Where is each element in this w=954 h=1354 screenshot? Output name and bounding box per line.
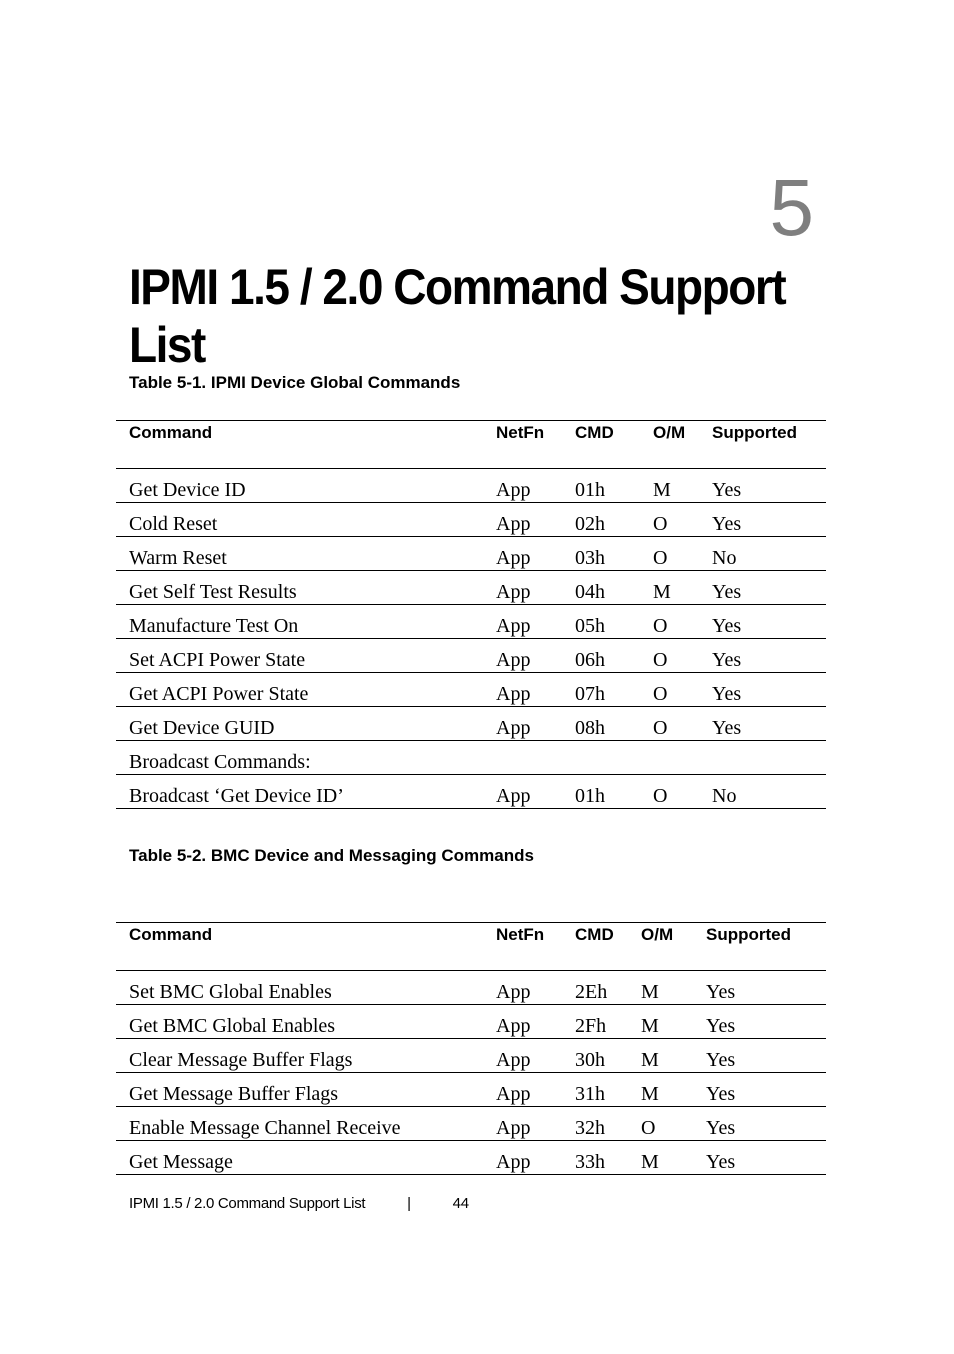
cell-text: 01h bbox=[575, 785, 605, 807]
table-cell bbox=[496, 1141, 575, 1175]
table-cell bbox=[706, 1039, 826, 1073]
column-header bbox=[712, 421, 826, 469]
table-cell bbox=[575, 1141, 641, 1175]
table-cell bbox=[575, 1107, 641, 1141]
column-header bbox=[575, 923, 641, 971]
table2-body bbox=[116, 971, 826, 1175]
column-header bbox=[641, 923, 706, 971]
column-header-label: Command bbox=[129, 925, 213, 944]
table-cell bbox=[575, 673, 653, 707]
cell-text: 03h bbox=[575, 547, 605, 569]
table-cell bbox=[712, 571, 826, 605]
table-cell bbox=[706, 1005, 826, 1039]
cell-text: 32h bbox=[575, 1117, 605, 1139]
table-row bbox=[116, 605, 826, 639]
table-row bbox=[116, 741, 826, 775]
cell-text: App bbox=[496, 479, 531, 501]
cell-text: Yes bbox=[706, 981, 736, 1003]
table-cell bbox=[706, 971, 826, 1005]
table-cell bbox=[575, 605, 653, 639]
cell-text: M bbox=[653, 581, 671, 603]
column-header bbox=[653, 421, 712, 469]
cell-text: No bbox=[712, 785, 737, 807]
cell-text: Yes bbox=[712, 513, 742, 535]
table-cell bbox=[496, 537, 575, 571]
table-row bbox=[116, 1141, 826, 1175]
cell-text: Get Self Test Results bbox=[129, 581, 297, 603]
table-cell bbox=[496, 571, 575, 605]
table-cell bbox=[116, 673, 496, 707]
cell-text: App bbox=[496, 1083, 531, 1105]
chapter-title: IPMI 1.5 / 2.0 Command Support List bbox=[129, 259, 786, 373]
table-cell bbox=[116, 469, 496, 503]
table-cell bbox=[575, 1005, 641, 1039]
cell-text: App bbox=[496, 615, 531, 637]
column-header-label: Supported bbox=[706, 925, 791, 944]
cell-text: Set BMC Global Enables bbox=[129, 981, 332, 1003]
table-cell bbox=[496, 639, 575, 673]
cell-text: Yes bbox=[706, 1117, 736, 1139]
cell-text: Get Message bbox=[129, 1151, 233, 1173]
table-cell bbox=[653, 571, 712, 605]
cell-text: M bbox=[653, 479, 671, 501]
cell-text: O bbox=[653, 717, 668, 739]
table-cell bbox=[116, 605, 496, 639]
table-cell bbox=[116, 503, 496, 537]
cell-text: Yes bbox=[712, 649, 742, 671]
table-cell bbox=[116, 537, 496, 571]
cell-text: 08h bbox=[575, 717, 605, 739]
cell-text: Enable Message Channel Receive bbox=[129, 1117, 401, 1139]
cell-text: O bbox=[653, 649, 668, 671]
column-header-label: O/M bbox=[653, 423, 686, 442]
cell-text: 30h bbox=[575, 1049, 605, 1071]
column-header bbox=[496, 923, 575, 971]
cell-text: M bbox=[641, 1083, 659, 1105]
cell-text: O bbox=[653, 547, 668, 569]
table-row bbox=[116, 971, 826, 1005]
cell-text: App bbox=[496, 1117, 531, 1139]
page-footer bbox=[129, 1195, 469, 1212]
table-cell bbox=[496, 775, 575, 809]
table-cell bbox=[496, 1073, 575, 1107]
cell-text: M bbox=[641, 1049, 659, 1071]
cell-text: M bbox=[641, 1015, 659, 1037]
cell-text: Get Device ID bbox=[129, 479, 246, 501]
cell-text: 2Eh bbox=[575, 981, 608, 1003]
page-number: 44 bbox=[452, 1195, 469, 1212]
table-cell bbox=[496, 707, 575, 741]
table-cell bbox=[706, 1073, 826, 1107]
table-cell bbox=[116, 1073, 496, 1107]
cell-text: Get Device GUID bbox=[129, 717, 275, 739]
table2-header-row bbox=[116, 923, 826, 971]
cell-text: 05h bbox=[575, 615, 605, 637]
table-cell bbox=[575, 741, 653, 775]
cell-text: Yes bbox=[712, 717, 742, 739]
cell-text: O bbox=[641, 1117, 656, 1139]
cell-text: 01h bbox=[575, 479, 605, 501]
chapter-number: 5 bbox=[769, 163, 814, 252]
table-cell bbox=[116, 639, 496, 673]
column-header-label: Command bbox=[129, 423, 213, 442]
table-row bbox=[116, 775, 826, 809]
table-cell bbox=[116, 571, 496, 605]
column-header-label: NetFn bbox=[496, 423, 545, 442]
table1-caption: Table 5-1. IPMI Device Global Commands bbox=[129, 373, 461, 392]
table-row bbox=[116, 639, 826, 673]
table-cell bbox=[116, 1107, 496, 1141]
cell-text: Yes bbox=[706, 1015, 736, 1037]
table-cell bbox=[575, 571, 653, 605]
column-header bbox=[575, 421, 653, 469]
cell-text: Broadcast Commands: bbox=[129, 751, 311, 773]
table-cell bbox=[712, 639, 826, 673]
column-header bbox=[496, 421, 575, 469]
table-row bbox=[116, 571, 826, 605]
table-cell bbox=[712, 673, 826, 707]
table-cell bbox=[116, 1039, 496, 1073]
footer-text: IPMI 1.5 / 2.0 Command Support List bbox=[129, 1195, 366, 1212]
cell-text: App bbox=[496, 981, 531, 1003]
cell-text: Cold Reset bbox=[129, 513, 218, 535]
table-cell bbox=[496, 1005, 575, 1039]
table-cell bbox=[653, 503, 712, 537]
column-header-label: CMD bbox=[575, 925, 614, 944]
footer-separator: | bbox=[407, 1195, 411, 1212]
table-cell bbox=[575, 469, 653, 503]
table-cell bbox=[641, 1107, 706, 1141]
table-cell bbox=[496, 469, 575, 503]
cell-text: Set ACPI Power State bbox=[129, 649, 306, 671]
cell-text: App bbox=[496, 1151, 531, 1173]
cell-text: App bbox=[496, 649, 531, 671]
column-header-label: CMD bbox=[575, 423, 614, 442]
cell-text: 02h bbox=[575, 513, 605, 535]
table-cell bbox=[496, 1039, 575, 1073]
column-header bbox=[706, 923, 826, 971]
table-cell bbox=[116, 741, 496, 775]
cell-text: App bbox=[496, 683, 531, 705]
cell-text: M bbox=[641, 1151, 659, 1173]
cell-text: 2Fh bbox=[575, 1015, 607, 1037]
table-cell bbox=[653, 605, 712, 639]
cell-text: 04h bbox=[575, 581, 605, 603]
cell-text: Warm Reset bbox=[129, 547, 227, 569]
cell-text: O bbox=[653, 513, 668, 535]
table-row bbox=[116, 1107, 826, 1141]
table-cell bbox=[712, 605, 826, 639]
table-row bbox=[116, 707, 826, 741]
table-cell bbox=[712, 741, 826, 775]
cell-text: 07h bbox=[575, 683, 605, 705]
table-row bbox=[116, 1039, 826, 1073]
cell-text: O bbox=[653, 615, 668, 637]
cell-text: No bbox=[712, 547, 737, 569]
table-cell bbox=[641, 1073, 706, 1107]
table-cell bbox=[575, 971, 641, 1005]
table-cell bbox=[653, 469, 712, 503]
table-cell bbox=[653, 639, 712, 673]
table-cell bbox=[712, 537, 826, 571]
table-row bbox=[116, 1073, 826, 1107]
table-row bbox=[116, 469, 826, 503]
table-cell bbox=[653, 537, 712, 571]
table-row bbox=[116, 673, 826, 707]
table-row bbox=[116, 1005, 826, 1039]
table1-header-row bbox=[116, 421, 826, 469]
cell-text: Get BMC Global Enables bbox=[129, 1015, 336, 1037]
cell-text: Yes bbox=[712, 683, 742, 705]
table-cell bbox=[653, 673, 712, 707]
cell-text: App bbox=[496, 1049, 531, 1071]
table-cell bbox=[706, 1141, 826, 1175]
table-row bbox=[116, 537, 826, 571]
table-cell bbox=[575, 1073, 641, 1107]
table-cell bbox=[496, 741, 575, 775]
cell-text: Broadcast ‘Get Device ID’ bbox=[129, 785, 344, 807]
cell-text: App bbox=[496, 1015, 531, 1037]
table-cell bbox=[116, 1005, 496, 1039]
cell-text: O bbox=[653, 683, 668, 705]
column-header-label: Supported bbox=[712, 423, 797, 442]
table2 bbox=[116, 922, 826, 1175]
table-cell bbox=[575, 707, 653, 741]
column-header bbox=[116, 923, 496, 971]
cell-text: M bbox=[641, 981, 659, 1003]
table-cell bbox=[575, 639, 653, 673]
table-cell bbox=[653, 741, 712, 775]
table-cell bbox=[496, 673, 575, 707]
table-cell bbox=[575, 1039, 641, 1073]
cell-text: 31h bbox=[575, 1083, 605, 1105]
table-cell bbox=[496, 1107, 575, 1141]
cell-text: Yes bbox=[706, 1151, 736, 1173]
cell-text: App bbox=[496, 547, 531, 569]
cell-text: Manufacture Test On bbox=[129, 615, 299, 637]
cell-text: App bbox=[496, 717, 531, 739]
cell-text: Get ACPI Power State bbox=[129, 683, 309, 705]
table-cell bbox=[575, 503, 653, 537]
cell-text: Yes bbox=[706, 1049, 736, 1071]
cell-text: Get Message Buffer Flags bbox=[129, 1083, 339, 1105]
column-header-label: O/M bbox=[641, 925, 674, 944]
table-cell bbox=[706, 1107, 826, 1141]
cell-text: Yes bbox=[712, 615, 742, 637]
table-cell bbox=[641, 1039, 706, 1073]
table-cell bbox=[712, 503, 826, 537]
column-header bbox=[116, 421, 496, 469]
cell-text: Yes bbox=[712, 479, 742, 501]
cell-text: App bbox=[496, 513, 531, 535]
cell-text: Clear Message Buffer Flags bbox=[129, 1049, 353, 1071]
table1 bbox=[116, 420, 826, 809]
cell-text: O bbox=[653, 785, 668, 807]
column-header-label: NetFn bbox=[496, 925, 545, 944]
table-cell bbox=[641, 1005, 706, 1039]
table-cell bbox=[575, 537, 653, 571]
table-cell bbox=[653, 707, 712, 741]
cell-text: App bbox=[496, 581, 531, 603]
table-cell bbox=[575, 775, 653, 809]
cell-text: Yes bbox=[706, 1083, 736, 1105]
table-cell bbox=[116, 1141, 496, 1175]
table-cell bbox=[116, 775, 496, 809]
table-cell bbox=[116, 707, 496, 741]
table-cell bbox=[712, 469, 826, 503]
table-cell bbox=[496, 503, 575, 537]
cell-text: 33h bbox=[575, 1151, 605, 1173]
table-cell bbox=[641, 971, 706, 1005]
cell-text: App bbox=[496, 785, 531, 807]
table2-caption: Table 5-2. BMC Device and Messaging Commands bbox=[129, 846, 534, 865]
table-cell bbox=[712, 775, 826, 809]
cell-text: Yes bbox=[712, 581, 742, 603]
table-row bbox=[116, 503, 826, 537]
cell-text: 06h bbox=[575, 649, 605, 671]
table1-body bbox=[116, 469, 826, 809]
table-cell bbox=[496, 971, 575, 1005]
table-cell bbox=[712, 707, 826, 741]
table-cell bbox=[653, 775, 712, 809]
table-cell bbox=[496, 605, 575, 639]
table-cell bbox=[116, 971, 496, 1005]
table-cell bbox=[641, 1141, 706, 1175]
